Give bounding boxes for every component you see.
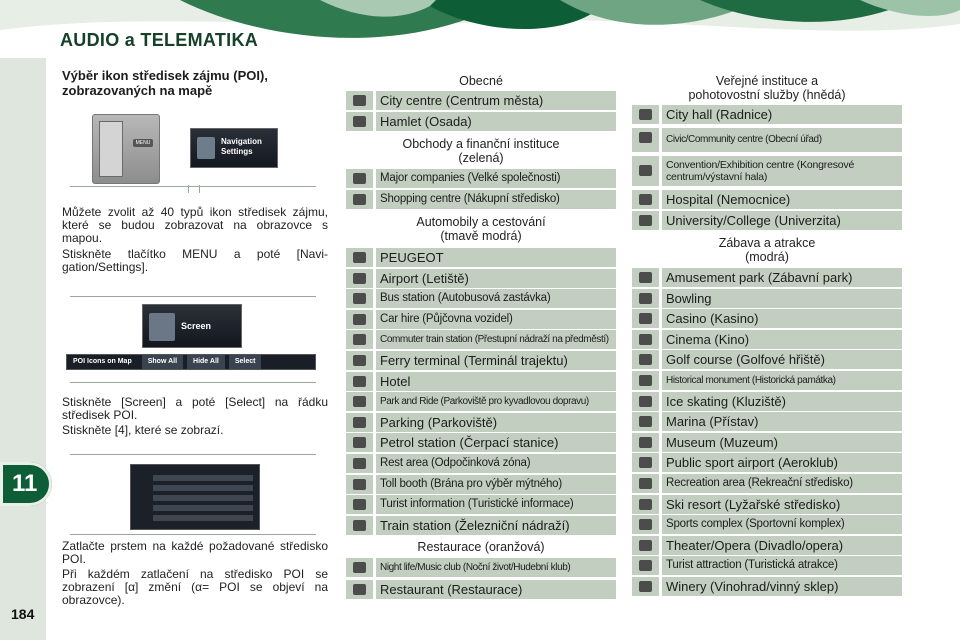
list-shot-row	[153, 505, 253, 511]
navigation-settings-screenshot	[190, 128, 278, 168]
category-heading-line: (modrá)	[745, 250, 789, 264]
select-button-image: Select	[229, 355, 262, 369]
university-icon	[632, 211, 659, 230]
turist-information-icon	[346, 495, 373, 514]
bus-station-icon	[346, 289, 373, 308]
turist-attraction-icon	[632, 556, 659, 575]
historical-monument-icon	[632, 371, 659, 390]
poi-row	[632, 412, 902, 431]
paragraph-2: Stiskněte tlačítko MENU a poté [Navi-gation/Settings].	[62, 247, 328, 274]
poi-label: Commuter train station (Přestupní nádraží na předměstí)	[376, 330, 616, 349]
category-heading-line: pohotovostní služby (hnědá)	[688, 88, 846, 102]
poi-label: Cinema (Kino)	[662, 330, 902, 349]
divider	[70, 534, 316, 535]
poi-row	[632, 392, 902, 411]
poi-label: Shopping centre (Nákupní středisko)	[376, 190, 616, 209]
poi-row	[632, 156, 902, 186]
divider	[70, 454, 316, 455]
poi-label: Restaurant (Restaurace)	[376, 580, 616, 599]
poi-label: Theater/Opera (Divadlo/opera)	[662, 536, 902, 555]
screen-icon	[149, 313, 175, 341]
major-companies-icon	[346, 169, 373, 188]
night-life-icon	[346, 558, 373, 577]
poi-label: City hall (Radnice)	[662, 105, 902, 124]
poi-row	[346, 310, 616, 329]
shopping-centre-icon	[346, 190, 373, 209]
poi-row	[632, 128, 902, 152]
toll-booth-icon	[346, 475, 373, 494]
cinema-icon	[632, 330, 659, 349]
commuter-train-station-icon	[346, 330, 373, 349]
ice-skating-icon	[632, 392, 659, 411]
poi-label: Ski resort (Lyžařské středisko)	[662, 495, 902, 514]
restaurant-icon	[346, 580, 373, 599]
poi-row	[632, 105, 902, 124]
paragraph-6: Při každém zatlačení na středisko POI se zobrazení [α] změní (α= POI se objeví na obrazovce).	[62, 567, 328, 607]
public-sport-airport-icon	[632, 453, 659, 472]
ski-resort-icon	[632, 495, 659, 514]
poi-row	[346, 112, 616, 131]
poi-row	[346, 392, 616, 411]
navigation-settings-label: Navigation Settings	[221, 137, 262, 156]
poi-row	[346, 169, 616, 188]
poi-row	[346, 580, 616, 599]
screen-menu-screenshot	[142, 304, 242, 348]
poi-row	[632, 190, 902, 209]
poi-label: Hotel	[376, 372, 616, 391]
poi-label: Winery (Vinohrad/vinný sklep)	[662, 577, 902, 596]
poi-label: Amusement park (Zábavní park)	[662, 268, 902, 287]
poi-label: Petrol station (Čerpací stanice)	[376, 433, 616, 452]
poi-label: Marina (Přístav)	[662, 412, 902, 431]
poi-label: Recreation area (Rekreační středisko)	[662, 474, 902, 493]
category-heading-auto	[346, 215, 616, 243]
poi-row	[632, 371, 902, 390]
page-number: 184	[11, 606, 35, 622]
chapter-strip	[0, 58, 46, 640]
poi-label: Park and Ride (Parkoviště pro kyvadlovou dopravu)	[376, 392, 616, 411]
category-heading-entertainment	[632, 236, 902, 264]
poi-row	[346, 269, 616, 288]
poi-list-screenshot	[130, 464, 260, 530]
category-heading-restaurants: Restaurace (oranžová)	[417, 540, 545, 554]
poi-row	[346, 91, 616, 110]
poi-row	[632, 211, 902, 230]
city-hall-icon	[632, 105, 659, 124]
marina-icon	[632, 412, 659, 431]
poi-row	[632, 268, 902, 287]
paragraph-3: Stiskněte [Screen] a poté [Select] na řádku středisek POI.	[62, 395, 328, 422]
poi-row	[632, 536, 902, 555]
poi-row	[346, 330, 616, 349]
divider	[70, 382, 316, 383]
recreation-area-icon	[632, 474, 659, 493]
poi-label: Civic/Community centre (Obecní úřad)	[662, 128, 902, 152]
poi-row	[346, 289, 616, 308]
hospital-icon	[632, 190, 659, 209]
rest-area-icon	[346, 454, 373, 473]
poi-row	[632, 350, 902, 369]
poi-row	[346, 190, 616, 209]
poi-label: Golf course (Golfové hřiště)	[662, 350, 902, 369]
hotel-icon	[346, 372, 373, 391]
poi-icons-bar-screenshot	[66, 354, 316, 370]
category-heading-line: (zelená)	[458, 151, 504, 165]
poi-row	[346, 413, 616, 432]
ferry-terminal-icon	[346, 351, 373, 370]
poi-label: Museum (Muzeum)	[662, 433, 902, 452]
category-heading-public	[632, 74, 902, 102]
poi-row	[346, 454, 616, 473]
poi-label: Train station (Železniční nádraží)	[376, 516, 616, 535]
menu-button-image: MENU	[133, 139, 153, 147]
paragraph-1: Můžete zvolit až 40 typů ikon středisek zájmu, které se budou zobrazovat na obrazovce s mapou.	[62, 205, 328, 245]
poi-label: Airport (Letiště)	[376, 269, 616, 288]
theater-opera-icon	[632, 536, 659, 555]
poi-row	[346, 433, 616, 452]
car-hire-icon	[346, 310, 373, 329]
poi-label: Hamlet (Osada)	[376, 112, 616, 131]
poi-label: Turist attraction (Turistická atrakce)	[662, 556, 902, 575]
poi-label: Sports complex (Sportovní komplex)	[662, 515, 902, 534]
hide-all-button-image: Hide All	[187, 355, 225, 369]
poi-label: PEUGEOT	[376, 248, 616, 267]
civic-centre-icon	[632, 128, 659, 152]
train-station-icon	[346, 516, 373, 535]
poi-row	[632, 577, 902, 596]
divider	[70, 186, 316, 187]
poi-row	[346, 475, 616, 494]
city-centre-icon	[346, 91, 373, 110]
poi-label: Bus station (Autobusová zastávka)	[376, 289, 616, 308]
poi-row	[632, 330, 902, 349]
poi-row	[632, 474, 902, 493]
category-heading-line: Automobily a cestování	[416, 215, 546, 229]
poi-row	[346, 558, 616, 577]
chapter-badge	[0, 462, 52, 506]
poi-label: Car hire (Půjčovna vozidel)	[376, 310, 616, 329]
page-header	[0, 0, 960, 58]
poi-label: Turist information (Turistické informace)	[376, 495, 616, 514]
category-heading-line: Obchody a finanční instituce	[402, 137, 560, 151]
poi-label: Casino (Kasino)	[662, 309, 902, 328]
divider-notch	[188, 185, 200, 193]
poi-label: Public sport airport (Aeroklub)	[662, 453, 902, 472]
chapter-number: 11	[12, 470, 38, 497]
category-heading-shops	[346, 137, 616, 165]
museum-icon	[632, 433, 659, 452]
hamlet-icon	[346, 112, 373, 131]
sports-complex-icon	[632, 515, 659, 534]
poi-label: Night life/Music club (Noční život/Hudební klub)	[376, 558, 616, 577]
convention-centre-icon	[632, 156, 659, 186]
golf-course-icon	[632, 350, 659, 369]
poi-label: Major companies (Velké společnosti)	[376, 169, 616, 188]
poi-label: Hospital (Nemocnice)	[662, 190, 902, 209]
section-title: Výběr ikon středisek zájmu (POI), zobrazovaných na mapě	[62, 68, 268, 98]
paragraph-4: Stiskněte [4], které se zobrazí.	[62, 423, 224, 437]
park-and-ride-icon	[346, 392, 373, 411]
airport-icon	[346, 269, 373, 288]
head-unit-image	[92, 114, 160, 184]
poi-label: Bowling	[662, 289, 902, 308]
poi-label: Toll booth (Brána pro výběr mýtného)	[376, 475, 616, 494]
poi-label: Rest area (Odpočinková zóna)	[376, 454, 616, 473]
poi-row	[632, 556, 902, 575]
casino-icon	[632, 309, 659, 328]
poi-label: Ice skating (Kluziště)	[662, 392, 902, 411]
poi-row	[632, 515, 902, 534]
category-heading-line: Veřejné instituce a	[715, 74, 819, 88]
bowling-icon	[632, 289, 659, 308]
poi-label: City centre (Centrum města)	[376, 91, 616, 110]
poi-row	[346, 495, 616, 514]
peugeot-icon	[346, 248, 373, 267]
list-shot-row	[153, 485, 253, 491]
category-heading-line: Zábava a atrakce	[718, 236, 816, 250]
poi-row	[346, 248, 616, 267]
navigation-icon	[197, 137, 215, 159]
category-heading-line: (tmavě modrá)	[440, 229, 522, 243]
petrol-station-icon	[346, 433, 373, 452]
poi-row	[632, 309, 902, 328]
page-title: AUDIO a TELEMATIKA	[60, 30, 259, 50]
screen-label: Screen	[181, 321, 212, 331]
list-shot-row	[153, 515, 253, 521]
poi-row	[632, 495, 902, 514]
poi-label: Ferry terminal (Terminál trajektu)	[376, 351, 616, 370]
divider	[70, 296, 316, 297]
list-shot-row	[153, 495, 253, 501]
parking-icon	[346, 413, 373, 432]
paragraph-5: Zatlačte prstem na každé požadované středisko POI.	[62, 539, 328, 566]
category-heading-general: Obecné	[459, 74, 503, 88]
poi-label: Parking (Parkoviště)	[376, 413, 616, 432]
amusement-park-icon	[632, 268, 659, 287]
list-shot-row	[153, 475, 253, 481]
poi-row	[632, 289, 902, 308]
poi-bar-title: POI Icons on Map	[73, 358, 132, 365]
poi-row	[632, 433, 902, 452]
winery-icon	[632, 577, 659, 596]
poi-label: Historical monument (Historická památka)	[662, 371, 902, 390]
poi-row	[346, 516, 616, 535]
poi-label: Convention/Exhibition centre (Kongresové centrum/výstavní hala)	[662, 156, 902, 186]
poi-row	[346, 351, 616, 370]
show-all-button-image: Show All	[142, 355, 183, 369]
poi-label: University/College (Univerzita)	[662, 211, 902, 230]
device-screen	[99, 121, 123, 177]
poi-row	[346, 372, 616, 391]
poi-row	[632, 453, 902, 472]
